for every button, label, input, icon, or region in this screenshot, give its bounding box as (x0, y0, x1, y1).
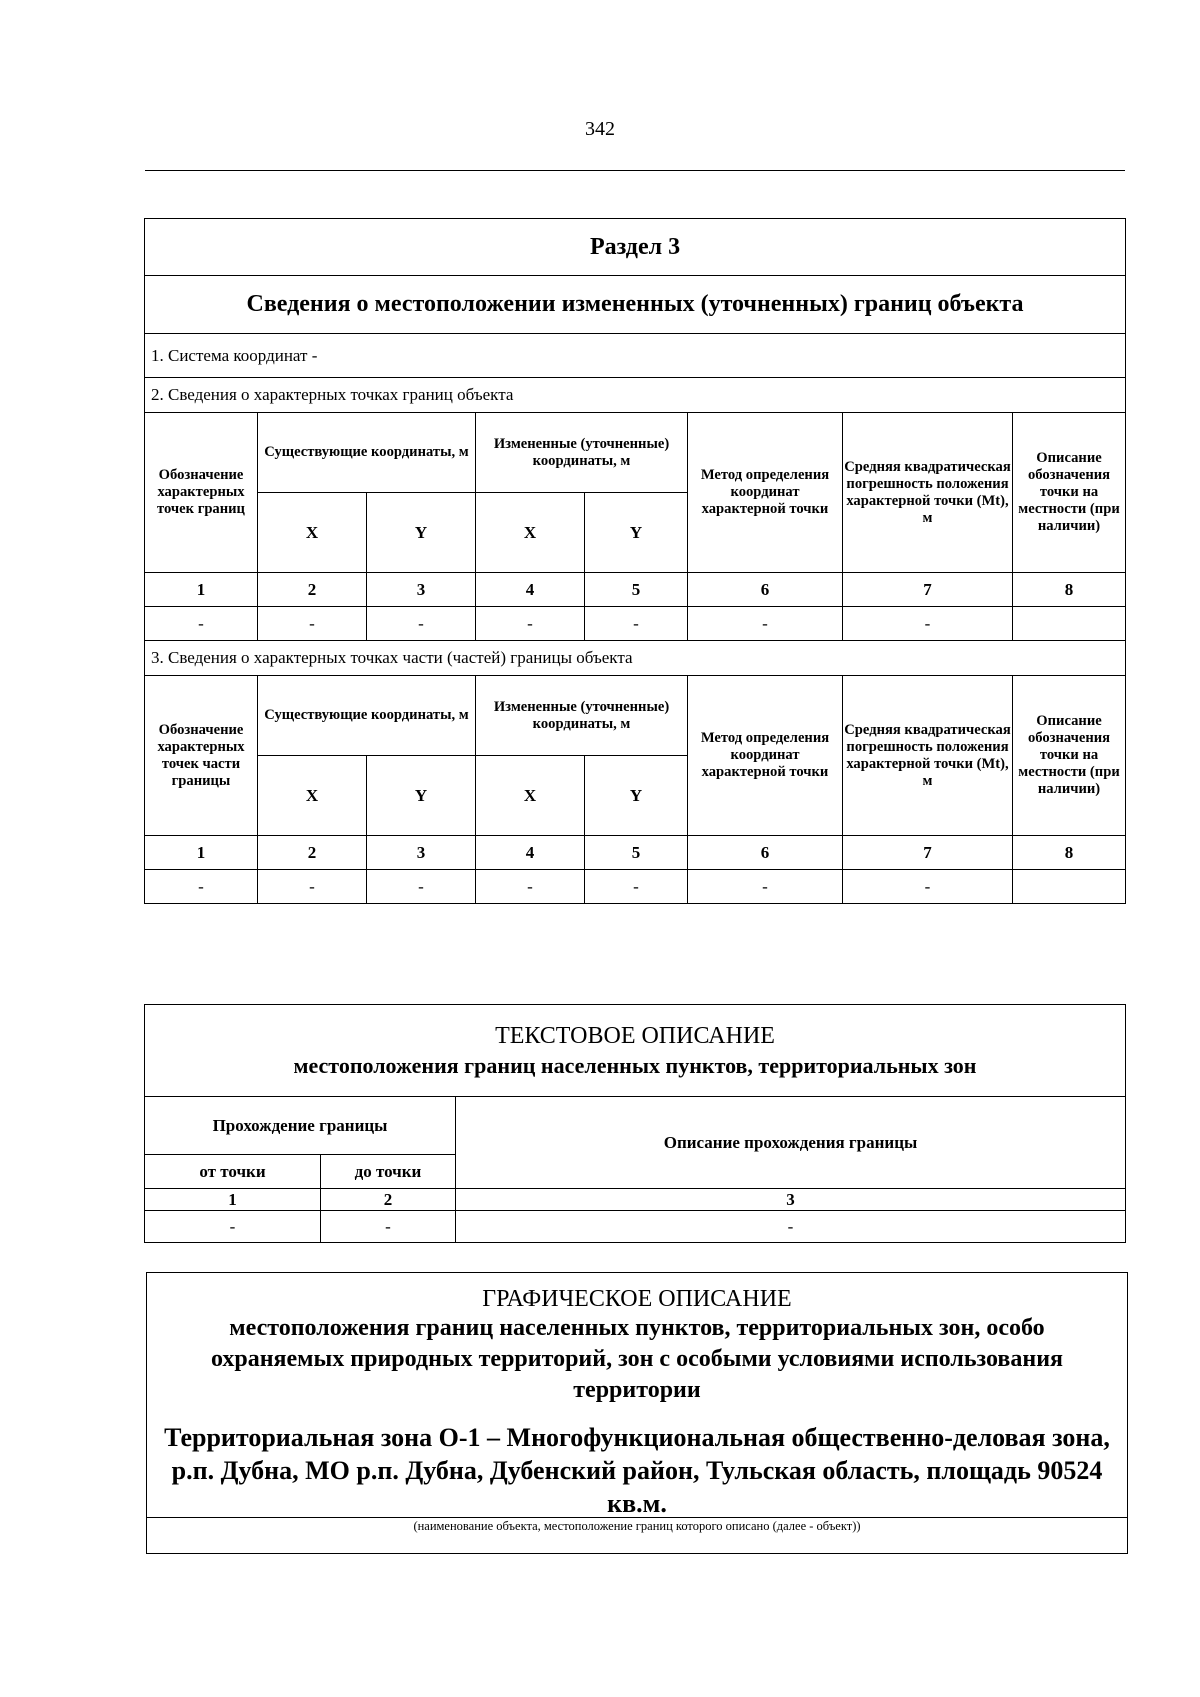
header-y-existing: Y (367, 756, 476, 836)
table-cell: - (476, 607, 585, 641)
table-cell: - (367, 607, 476, 641)
table-cell: - (476, 870, 585, 904)
table-row (145, 1211, 1126, 1243)
column-number: 1 (145, 836, 258, 870)
header-x-changed: X (476, 493, 585, 573)
column-number: 4 (476, 573, 585, 607)
table-cell: - (258, 607, 367, 641)
column-numbers-row (145, 1189, 1126, 1211)
part-points-title: 3. Сведения о характерных точках части (частей) границы объекта (145, 641, 1126, 676)
column-number: 8 (1013, 573, 1126, 607)
text-description-subtitle: местоположения границ населенных пунктов, территориальных зон (293, 1052, 977, 1078)
column-number: 1 (145, 1189, 321, 1211)
header-existing: Существующие координаты, м (258, 413, 476, 493)
table-cell: - (843, 870, 1013, 904)
header-existing: Существующие координаты, м (258, 676, 476, 756)
header-x-existing: X (258, 756, 367, 836)
section3-title: Раздел 3 (145, 219, 1126, 276)
header-rule (145, 170, 1125, 171)
table-cell: - (145, 1211, 321, 1243)
column-number: 7 (843, 836, 1013, 870)
header-y-changed: Y (585, 756, 688, 836)
table-row (145, 870, 1126, 904)
points-title: 2. Сведения о характерных точках границ объекта (145, 378, 1126, 413)
text-description-header (145, 1005, 1126, 1097)
table-row (145, 607, 1126, 641)
text-description-title: ТЕКСТОВОЕ ОПИСАНИЕ (495, 1022, 775, 1049)
header-passage: Прохождение границы (145, 1097, 456, 1155)
column-number: 4 (476, 836, 585, 870)
header-method: Метод определения координат характерной точки (688, 676, 843, 836)
table-cell: - (321, 1211, 456, 1243)
column-number: 3 (367, 836, 476, 870)
divider (147, 1517, 1127, 1518)
header-method: Метод определения координат характерной точки (688, 413, 843, 573)
column-number: 2 (258, 573, 367, 607)
header-x-changed: X (476, 756, 585, 836)
header-from-point: от точки (145, 1155, 321, 1189)
header-description: Описание обозначения точки на местности (при наличии) (1013, 413, 1126, 573)
table-cell (1013, 870, 1126, 904)
header-designation-part: Обозначение характерных точек части границы (145, 676, 258, 836)
section3-subtitle: Сведения о местоположении измененных (уточненных) границ объекта (145, 276, 1126, 334)
column-number: 2 (258, 836, 367, 870)
object-name: Территориальная зона О-1 – Многофункциональная общественно-деловая зона, р.п. Дубна, МО р.п. Дубна, Дубенский район, Тульская область, площадь 90524 кв.м. (164, 1423, 1110, 1518)
graphic-description-subtitle: местоположения границ населенных пунктов, территориальных зон, особо охраняемых природных территорий, зон с особыми условиями использования территории (210, 1315, 1064, 1403)
column-numbers-row (145, 836, 1126, 870)
table-cell: - (585, 870, 688, 904)
object-note: (наименование объекта, местоположение границ которого описано (далее - объект)) (413, 1519, 861, 1533)
table-cell: - (145, 607, 258, 641)
column-number: 2 (321, 1189, 456, 1211)
header-changed: Измененные (уточненные) координаты, м (476, 413, 688, 493)
table-cell: - (688, 870, 843, 904)
header-description: Описание обозначения точки на местности (при наличии) (1013, 676, 1126, 836)
table-cell: - (843, 607, 1013, 641)
table-cell: - (585, 607, 688, 641)
header-changed: Измененные (уточненные) координаты, м (476, 676, 688, 756)
page-number: 342 (585, 118, 615, 140)
column-number: 5 (585, 573, 688, 607)
column-number: 8 (1013, 836, 1126, 870)
table-cell: - (367, 870, 476, 904)
column-numbers-row (145, 573, 1126, 607)
column-number: 1 (145, 573, 258, 607)
header-y-existing: Y (367, 493, 476, 573)
header-error: Средняя квадратическая погрешность положения характерной точки (Mt), м (843, 676, 1013, 836)
header-y-changed: Y (585, 493, 688, 573)
table-cell: - (145, 870, 258, 904)
header-designation: Обозначение характерных точек границ (145, 413, 258, 573)
column-number: 5 (585, 836, 688, 870)
text-description-table (144, 1004, 1126, 1243)
table-cell: - (258, 870, 367, 904)
header-to-point: до точки (321, 1155, 456, 1189)
column-number: 3 (456, 1189, 1126, 1211)
column-number: 6 (688, 573, 843, 607)
column-number: 3 (367, 573, 476, 607)
table-cell: - (456, 1211, 1126, 1243)
section3-table (144, 218, 1126, 904)
header-x-existing: X (258, 493, 367, 573)
column-number: 6 (688, 836, 843, 870)
header-error: Средняя квадратическая погрешность положения характерной точки (Mt), м (843, 413, 1013, 573)
graphic-description-box (146, 1272, 1128, 1554)
graphic-description-title: ГРАФИЧЕСКОЕ ОПИСАНИЕ (482, 1286, 792, 1312)
column-number: 7 (843, 573, 1013, 607)
coord-system: 1. Система координат - (145, 334, 1126, 378)
table-cell (1013, 607, 1126, 641)
header-passage-desc: Описание прохождения границы (456, 1097, 1126, 1189)
table-cell: - (688, 607, 843, 641)
